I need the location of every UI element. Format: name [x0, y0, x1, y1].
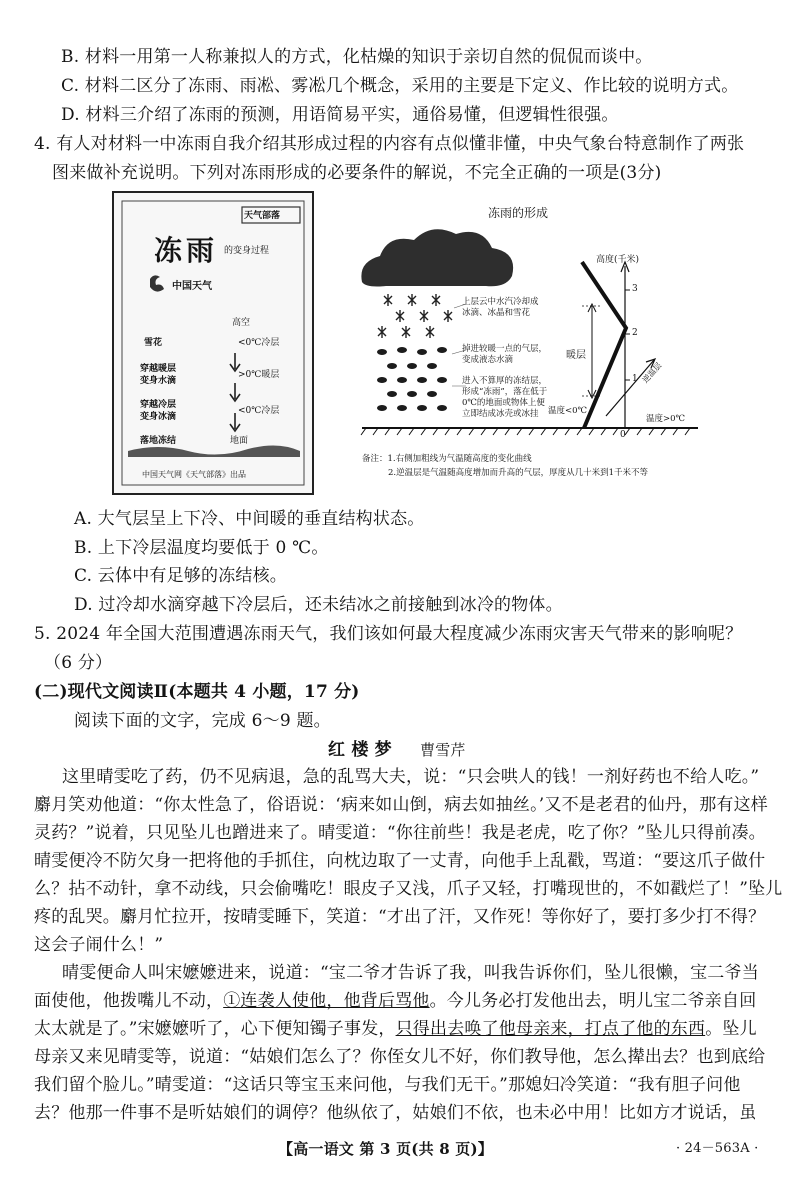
tick-1: 1	[632, 374, 638, 384]
q4-option-c: C. 云体中有足够的冻结核。	[74, 566, 288, 586]
weather-logo-icon	[150, 275, 164, 291]
label-cold-1: <0℃冷层	[238, 338, 280, 348]
page-footer	[0, 1138, 794, 1162]
passage-author: 曹雪芹	[420, 741, 466, 759]
annotation-2-line1: 掉进较暖一点的气层，	[462, 344, 548, 354]
q3-option-c: C. 材料二区分了冻雨、雨凇、雾凇几个概念，采用的主要是下定义、作比较的说明方式。	[61, 76, 739, 96]
label-cold-layer: 穿越冷层	[140, 400, 177, 410]
diagram-title: 冻雨的形成	[488, 206, 549, 220]
q3-option-d: D. 材料三介绍了冻雨的预测，用语简易平实，通俗易懂，但逻辑性很强。	[61, 105, 619, 125]
passage-line-underlined	[34, 990, 756, 1012]
poster-logo-text: 中国天气	[172, 281, 212, 292]
tick-0: 0	[620, 430, 626, 440]
label-warm-2: >0℃暖层	[238, 370, 280, 380]
passage-line: 麝月笑劝他道：“你太性急了，俗语说：‘病来如山倒，病去如抽丝。’又不是老君的仙丹，那有这样	[34, 795, 768, 815]
tick-3: 3	[632, 284, 638, 294]
label-freeze: 落地冻结	[140, 436, 177, 446]
tick-2: 2	[632, 328, 638, 338]
underlined-sentence-2: 只得出去唤了他母亲来，打点了他的东西	[395, 1019, 706, 1039]
annotation-3-line2: 形成“冻雨”，落在低于	[462, 387, 548, 397]
q4-stem-line1: 4. 有人对材料一中冻雨自我介绍其形成过程的内容有点似懂非懂，中央气象台特意制作了两张	[34, 134, 745, 154]
warm-layer-label: 暖层	[566, 350, 586, 361]
freezing-rain-poster	[112, 191, 314, 495]
passage-line: 么？拈不动针，拿不动线，只会偷嘴吃！眼皮子又浅，爪子又轻，打嘴现世的，不如戳烂了！”坠儿	[34, 879, 783, 899]
temp-low-label: 温度<0℃	[548, 406, 588, 416]
section-heading: (二)现代文阅读Ⅱ(本题共 4 小题，17 分)	[34, 682, 360, 702]
q4-option-d: D. 过冷却水滴穿越下冷层后，还未结冰之前接触到冰冷的物体。	[74, 595, 563, 615]
q5-stem-line2: （6 分）	[44, 653, 113, 673]
poster-footer: 中国天气网《天气部落》出品	[142, 470, 246, 479]
footer-code: · 24－563A ·	[676, 1141, 759, 1156]
temp-high-label: 温度>0℃	[646, 414, 686, 424]
annotation-3-line1: 进入不算厚的冻结层，	[462, 376, 548, 386]
label-snow: 雪花	[144, 338, 163, 348]
passage-line: 母亲又来见晴雯等，说道：“姑娘们怎么了？你侄女儿不好，你们教导他，怎么撵出去？也到底给	[34, 1047, 766, 1067]
passage-line: 这会子闹什么！”	[34, 935, 164, 955]
snowflake-icons	[378, 294, 452, 338]
annotation-1-line2: 冰滴、冰晶和雪花	[462, 308, 531, 318]
annotation-3-line3: 0℃的地面或物体上便	[462, 398, 545, 408]
freezing-rain-diagram	[358, 200, 703, 485]
annotation-2-line2: 变成液态水滴	[462, 355, 514, 365]
label-cold-3: <0℃冷层	[238, 406, 280, 416]
passage-line: 晴雯便命人叫宋嬷嬷进来，说道：“宝二爷才告诉了我，叫我告诉你们，坠儿很懒，宝二爷当	[62, 963, 759, 983]
annotation-2	[462, 344, 547, 366]
poster-badge: 天气部落	[244, 211, 281, 221]
annotation-3-line4: 立即结成冰壳或冰挂	[462, 409, 539, 419]
label-high: 高空	[232, 318, 251, 328]
poster-title: 冻雨	[154, 234, 219, 267]
q4-stem-line2: 图来做补充说明。下列对冻雨形成的必要条件的解说，不完全正确的一项是(3分)	[52, 163, 662, 183]
q3-option-b: B. 材料一用第一人称兼拟人的方式，化枯燥的知识于亲切自然的侃侃而谈中。	[61, 47, 653, 67]
passage-line: 灵药？”说着，只见坠儿也蹭进来了。晴雯道：“你往前些！我是老虎，吃了你？”坠儿只得前凑。	[34, 823, 766, 843]
passage-line-underlined	[34, 1018, 757, 1040]
q4-option-a: A. 大气层呈上下冷、中间暖的垂直结构状态。	[74, 509, 425, 529]
annotation-3	[462, 376, 547, 420]
passage-line: 我们留个脸儿。”晴雯道：“这话只等宝玉来问他，与我们无干。”那媳妇冷笑道：“我有胆子问他	[34, 1075, 741, 1095]
passage-text: 。今儿务必打发他出去，明儿宝二爷亲自回	[429, 991, 757, 1011]
passage-text: 面使他，他拨嘴儿不动，	[34, 991, 224, 1011]
label-warm-layer: 穿越暖层	[140, 364, 177, 374]
ground-hatch	[361, 428, 690, 435]
diagram-note-2: 2.逆温层是气温随高度增加而升高的气层，厚度从几十米到1千米不等	[388, 468, 649, 478]
q4-option-b: B. 上下冷层温度均要低于 0 ℃。	[74, 538, 329, 558]
water-drop-icons	[377, 347, 447, 411]
passage-line: 去？他那一件事不是听姑娘们的调停？他纵依了，姑娘们不依，也未必中用！比如方才说话，虽	[34, 1103, 757, 1123]
label-ground: 地面	[230, 436, 249, 446]
temperature-curve	[582, 262, 626, 428]
poster-subtitle: 的变身过程	[224, 246, 270, 256]
footer-center: 【高一语文 第 3 页(共 8 页)】	[278, 1140, 493, 1158]
q5-stem-line1: 5. 2024 年全国大范围遭遇冻雨天气，我们该如何最大程度减少冻雨灾害天气带来的影响呢？	[34, 624, 743, 644]
annotation-1-line1: 上层云中水汽冷却成	[462, 297, 539, 307]
passage-text: 。坠儿	[705, 1019, 757, 1039]
diagram-note-1: 备注：1.右侧加粗线为气温随高度的变化曲线	[362, 454, 532, 464]
passage-text: 太太就是了。”宋嬷嬷听了，心下便知镯子事发，	[34, 1019, 396, 1039]
axis-label: 高度(千米)	[596, 255, 640, 265]
underlined-sentence-1: ①连袭人使他，他背后骂他	[223, 991, 430, 1011]
passage-title: 红 楼 梦	[328, 740, 392, 760]
cloud-shape	[361, 229, 513, 286]
inversion-label: 逆温层	[640, 360, 664, 385]
label-melt: 变身水滴	[140, 376, 177, 386]
ice-ground-shape	[128, 445, 300, 457]
annotation-1	[462, 297, 539, 319]
section-instruction: 阅读下面的文字，完成 6～9 题。	[74, 711, 331, 731]
passage-line: 这里晴雯吃了药，仍不见病退，急的乱骂大夫，说：“只会哄人的钱！一剂好药也不给人吃。”	[62, 767, 760, 787]
passage-line: 晴雯便冷不防欠身一把将他的手抓住，向枕边取了一丈青，向他手上乱戳，骂道：“要这爪子做什	[34, 851, 766, 871]
passage-line: 疼的乱哭。麝月忙拉开，按晴雯睡下，笑道：“才出了汗，又作死！等你好了，要打多少打不得？	[34, 907, 766, 927]
label-supercool: 变身冰滴	[140, 412, 177, 422]
